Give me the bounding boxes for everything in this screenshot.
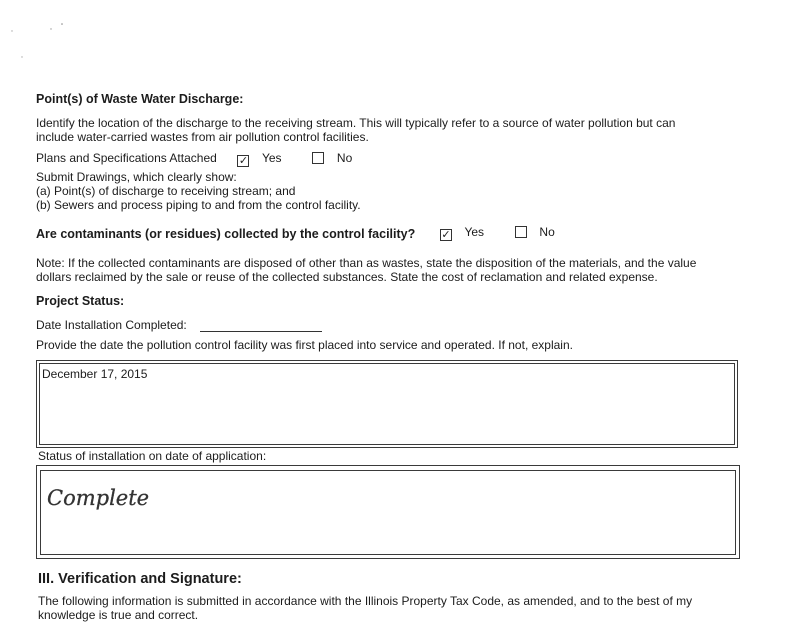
- plans-yes-checkbox[interactable]: ✓: [238, 155, 249, 167]
- contaminants-yes-checkbox[interactable]: ✓: [441, 229, 451, 241]
- plans-no-checkbox[interactable]: [312, 152, 324, 164]
- date-installation-line[interactable]: [200, 331, 322, 332]
- status-handwriting: [41, 471, 737, 556]
- status-input[interactable]: [40, 470, 736, 555]
- plans-yes-label: Yes: [261, 151, 282, 165]
- contaminants-yes-label: Yes: [464, 225, 485, 239]
- identify-text-line2: include water-carried wastes from air pollution control facilities.: [36, 130, 369, 144]
- status-label: Status of installation on date of application:: [38, 449, 267, 463]
- note-line2: dollars reclaimed by the sale or reuse of the collected substances. State the cost of reclamation and related expense.: [36, 270, 658, 284]
- date-input[interactable]: [39, 363, 735, 445]
- scan-specks: [0, 0, 80, 70]
- identify-text-line1: Identify the location of the discharge to the receiving stream. This will typically refer to a source of water pollution but can: [36, 116, 676, 130]
- plans-label: Plans and Specifications Attached: [36, 151, 217, 165]
- submit-line1: Submit Drawings, which clearly show:: [36, 170, 237, 184]
- contaminants-no-label: No: [539, 225, 555, 239]
- verification-heading: III. Verification and Signature:: [38, 571, 242, 587]
- verification-text-line1: The following information is submitted in accordance with the Illinois Property Tax Code, as amended, and to the best of my: [38, 594, 693, 608]
- verification-text-line2: knowledge is true and correct.: [38, 608, 199, 622]
- note-line1: Note: If the collected contaminants are disposed of other than as wastes, state the disposition of the materials, and the value: [36, 256, 697, 270]
- contaminants-no-checkbox[interactable]: [515, 226, 527, 238]
- date-installation-label: Date Installation Completed:: [36, 318, 187, 332]
- provide-date-label: Provide the date the pollution control facility was first placed into service and operated. If not, explain.: [36, 338, 573, 352]
- plans-row: [36, 151, 352, 167]
- date-value: December 17, 2015: [42, 367, 148, 381]
- plans-no-label: No: [336, 151, 353, 165]
- contaminants-question: Are contaminants (or residues) collected by the control facility?: [36, 227, 416, 241]
- submit-line3: (b) Sewers and process piping to and from the control facility.: [36, 198, 361, 212]
- contaminants-options: [440, 225, 555, 241]
- submit-line2: (a) Point(s) of discharge to receiving stream; and: [36, 184, 296, 198]
- svg-text:Complete: Complete: [47, 486, 150, 510]
- project-status-heading: Project Status:: [36, 294, 125, 308]
- waste-water-heading: Point(s) of Waste Water Discharge:: [36, 92, 244, 106]
